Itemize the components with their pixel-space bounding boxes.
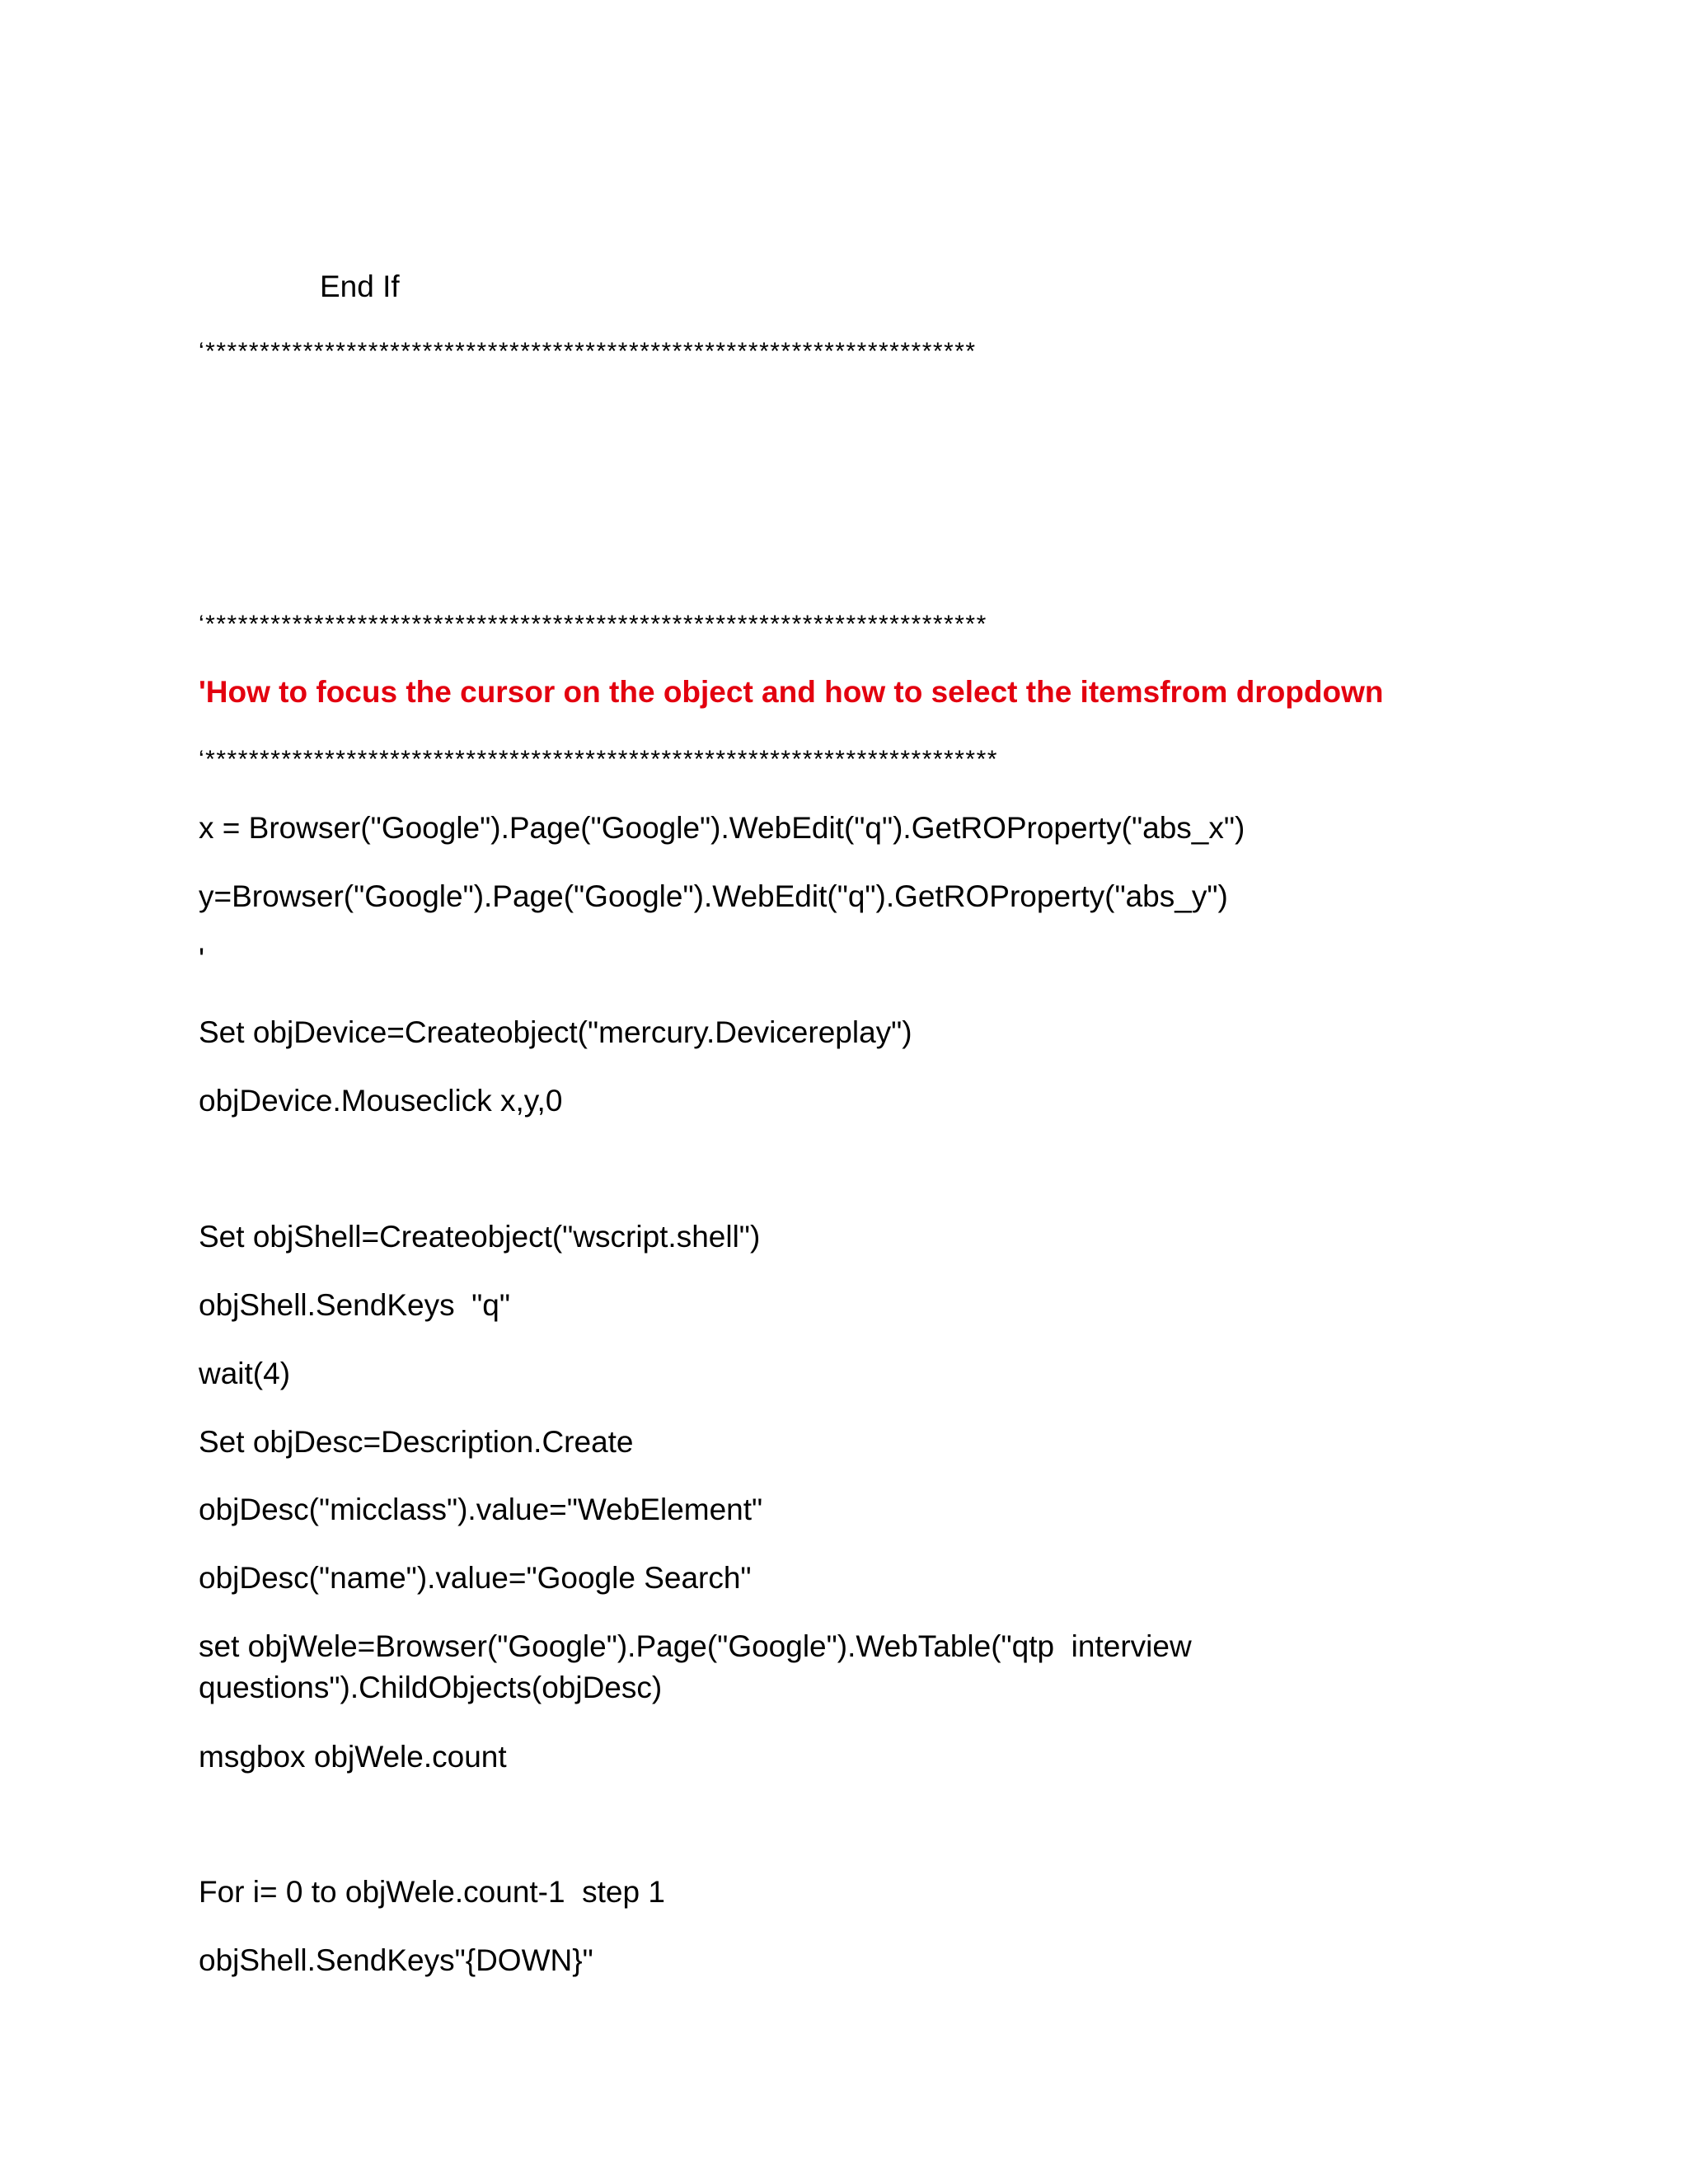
code-line-set-wele: set objWele=Browser("Google").Page("Google").WebTable("qtp interview xyxy=(199,1629,1192,1663)
code-line-msgbox: msgbox objWele.count xyxy=(199,1740,507,1774)
code-line-desc-micclass: objDesc("micclass").value="WebElement" xyxy=(199,1493,763,1526)
separator-line: ‘************************************************************************* xyxy=(199,746,998,773)
code-line-for-loop: For i= 0 to objWele.count-1 step 1 xyxy=(199,1875,665,1909)
separator-line: ‘************************************************************************ xyxy=(199,611,987,638)
code-line-comment: ' xyxy=(199,942,205,976)
code-line-set-shell: Set objShell=Createobject("wscript.shell") xyxy=(199,1220,761,1254)
end-if-line: End If xyxy=(320,269,400,303)
code-line-desc-name: objDesc("name").value="Google Search" xyxy=(199,1561,752,1595)
separator-line: ‘*********************************************************************** xyxy=(199,338,977,365)
code-line-set-device: Set objDevice=Createobject("mercury.Devicereplay") xyxy=(199,1015,912,1049)
code-line-sendkeys-q: objShell.SendKeys "q" xyxy=(199,1288,511,1322)
code-line-set-wele-cont: questions").ChildObjects(objDesc) xyxy=(199,1671,663,1704)
code-line-sendkeys-down: objShell.SendKeys"{DOWN}" xyxy=(199,1943,593,1977)
code-line-wait: wait(4) xyxy=(199,1357,291,1390)
section-heading: 'How to focus the cursor on the object and how to select the itemsfrom dropdown xyxy=(199,675,1384,709)
code-line-get-x: x = Browser("Google").Page("Google").WebEdit("q").GetROProperty("abs_x") xyxy=(199,811,1245,845)
code-line-get-y: y=Browser("Google").Page("Google").WebEdit("q").GetROProperty("abs_y") xyxy=(199,879,1228,913)
code-line-mouseclick: objDevice.Mouseclick x,y,0 xyxy=(199,1084,563,1118)
code-line-set-desc: Set objDesc=Description.Create xyxy=(199,1425,634,1459)
